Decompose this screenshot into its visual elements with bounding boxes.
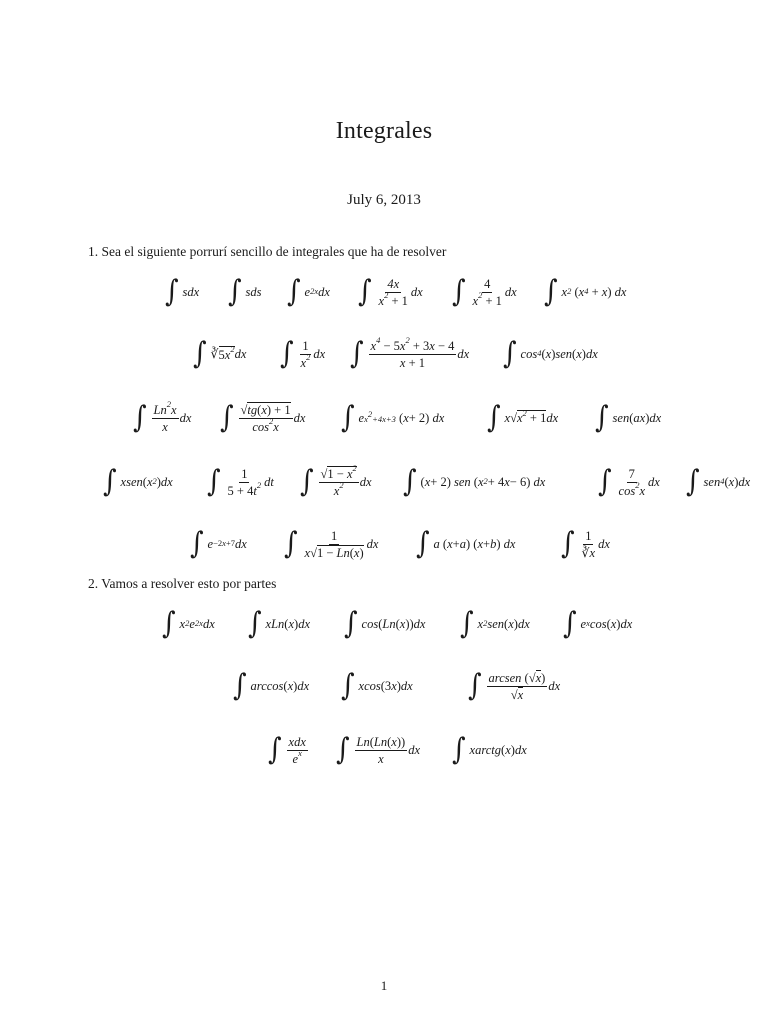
- integral-row-2: [0, 330, 768, 378]
- integral-expression: ∫ $\frac{√tg(x) + 1}{\cos^2x}$ dx: [220, 400, 306, 436]
- integral-expression: ∫ sds: [228, 274, 262, 310]
- integral-row-7: [0, 662, 768, 710]
- integral-expression: ∫ xarctg ( x ) dx: [452, 732, 527, 768]
- integral-expression: ∫ sdx: [165, 274, 200, 310]
- integral-row-5: [0, 520, 768, 568]
- page-number: 1: [380, 978, 388, 993]
- integral-expression: ∫ $\frac{4}{x^2 + 1}$ dx: [452, 274, 517, 310]
- integral-expression: ∫ a ( x + a ) ( x + b ) dx: [416, 526, 516, 562]
- integral-expression: ∫ $\frac{4x}{x^2 + 1}$ dx: [358, 274, 423, 310]
- integral-expression: ∫ $\frac{1}{5 + 4t^2}$ dt: [207, 464, 274, 500]
- integral-row-1: [0, 268, 768, 316]
- integral-expression: ∫ cos ( Ln ( x )) dx: [344, 606, 426, 642]
- integral-expression: ∫ xsen ( x $^2$ ) dx: [103, 464, 173, 500]
- integral-expression: ∫ cos $^4$ ( x ) sen ( x ) dx: [503, 336, 598, 372]
- integral-row-3: [0, 394, 768, 442]
- integral-expression: ∫ $\frac{\text{arcsen (√x)}}{√x}$ dx: [468, 668, 561, 704]
- integral-expression: ∫ x $^2$ e $^{2x}$ dx: [162, 606, 215, 642]
- integral-expression: ∫ x $^2$ sen ( x ) dx: [460, 606, 530, 642]
- integral-expression: ∫ $\frac{1}{∛x}$ dx: [561, 526, 610, 562]
- integral-expression: ∫ e $^{x^2 +4x+3}$ ( x + 2) dx: [341, 400, 445, 436]
- integral-expression: ∫ $\frac{\text{xdx}}{e^x}$: [268, 732, 306, 768]
- integral-expression: ∫ x √ $x^2 + 1$ dx: [487, 400, 559, 436]
- integral-expression: ∫ arccos ( x ) dx: [233, 668, 310, 704]
- integral-expression: ∫ $\frac{Ln(Ln(x))}{x}$ dx: [336, 732, 420, 768]
- integral-expression: ∫ ∛ $5x^2$ dx: [193, 336, 247, 372]
- integral-expression: ∫ xcos (3 x ) dx: [341, 668, 413, 704]
- integral-row-6: [0, 600, 768, 648]
- integral-expression: ∫ sen $^4$ ( x ) dx: [686, 464, 751, 500]
- section-heading-1: 1. Sea el siguiente porrurí sencillo de integrales que ha de resolver: [88, 244, 447, 259]
- integral-expression: ∫ xLn ( x ) dx: [248, 606, 311, 642]
- integral-expression: ∫ $\frac{7}{\cos^2x}$ dx: [598, 464, 660, 500]
- integral-row-4: [0, 458, 768, 506]
- integral-expression: ∫ $\frac{1}{x√1 - Ln(x)}$ dx: [284, 526, 379, 562]
- page-title: Integrales: [335, 118, 433, 144]
- integral-expression: ∫ e $^x$ cos ( x ) dx: [563, 606, 633, 642]
- integral-expression: ∫ $\frac{1}{x^2}$ dx: [280, 336, 326, 372]
- section-heading-2: 2. Vamos a resolver esto por partes: [88, 576, 277, 591]
- integral-expression: ∫ $\frac{x^4 - 5x^2 + 3x - 4}{x + 1}$ dx: [350, 335, 470, 372]
- integral-expression: ∫ ( x + 2) sen ( x $^2$ + 4 x − 6) dx: [403, 464, 546, 500]
- page-date: July 6, 2013: [347, 192, 421, 208]
- integral-expression: ∫ x $^2$ ( x $^4$ + x ) dx: [544, 274, 627, 310]
- integral-expression: ∫ $\frac{Ln^2x}{x}$ dx: [133, 399, 192, 436]
- integral-expression: ∫ $\frac{√1 - x^2}{x^2}$ dx: [300, 463, 372, 500]
- integral-expression: ∫ e $^{2x}$ dx: [287, 274, 330, 310]
- integral-expression: ∫ sen ( ax ) dx: [595, 400, 662, 436]
- integral-row-8: [0, 726, 768, 774]
- integral-expression: ∫ e $^{-2 x+7}$ dx: [190, 526, 247, 562]
